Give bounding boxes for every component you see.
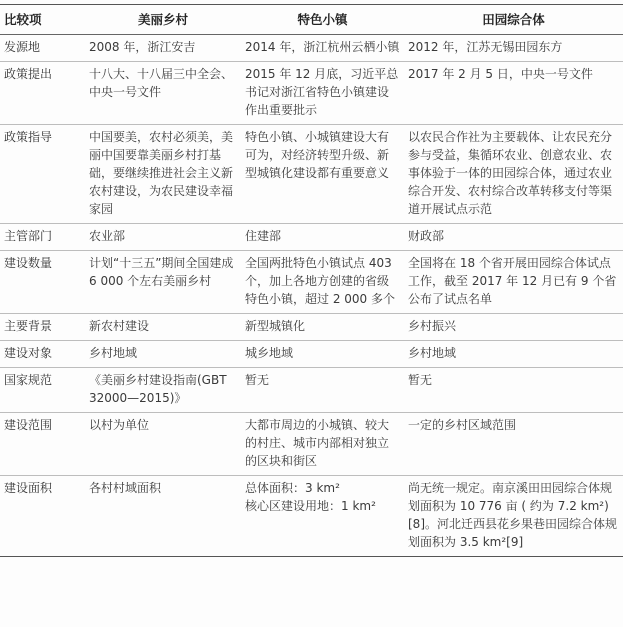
row-label: 主管部门	[0, 224, 85, 251]
cell-meili: 新农村建设	[85, 314, 241, 341]
row-label: 政策指导	[0, 125, 85, 224]
cell-tese: 全国两批特色小镇试点 403 个，加上各地方创建的省级特色小镇，超过 2 000 多个	[241, 251, 404, 314]
cell-meili: 中国要美，农村必须美，美丽中国要靠美丽乡村打基础，要继续推进社会主义新农村建设，为农民建设幸福家园	[85, 125, 241, 224]
cell-tianyuan: 全国将在 18 个省开展田园综合体试点工作，截至 2017 年 12 月已有 9 个省公布了试点名单	[404, 251, 623, 314]
table-row	[0, 341, 623, 368]
row-label: 政策提出	[0, 62, 85, 125]
table-row	[0, 251, 623, 314]
cell-meili: 《美丽乡村建设指南(GBT 32000—2015)》	[85, 368, 241, 413]
row-label: 建设范围	[0, 413, 85, 476]
table-row	[0, 413, 623, 476]
cell-tese: 住建部	[241, 224, 404, 251]
cell-meili: 各村村域面积	[85, 476, 241, 557]
cell-tese: 2014 年，浙江杭州云栖小镇	[241, 35, 404, 62]
cell-tese: 2015 年 12 月底，习近平总书记对浙江省特色小镇建设作出重要批示	[241, 62, 404, 125]
cell-tese-line: 总体面积：3 km²	[245, 481, 340, 495]
row-label: 主要背景	[0, 314, 85, 341]
cell-tianyuan: 暂无	[404, 368, 623, 413]
row-label: 发源地	[0, 35, 85, 62]
cell-tese	[241, 476, 404, 557]
table-row	[0, 62, 623, 125]
table-row	[0, 476, 623, 557]
header-item: 比较项	[0, 5, 85, 35]
cell-meili: 2008 年，浙江安吉	[85, 35, 241, 62]
cell-tese: 暂无	[241, 368, 404, 413]
header-tese: 特色小镇	[241, 5, 404, 35]
cell-meili: 乡村地域	[85, 341, 241, 368]
cell-meili: 计划“十三五”期间全国建成 6 000 个左右美丽乡村	[85, 251, 241, 314]
cell-meili: 以村为单位	[85, 413, 241, 476]
cell-tianyuan: 乡村振兴	[404, 314, 623, 341]
table-row	[0, 368, 623, 413]
cell-tianyuan: 2012 年，江苏无锡田园东方	[404, 35, 623, 62]
table-row	[0, 314, 623, 341]
row-label: 建设数量	[0, 251, 85, 314]
row-label: 国家规范	[0, 368, 85, 413]
table-row	[0, 224, 623, 251]
cell-meili: 十八大、十八届三中全会、中央一号文件	[85, 62, 241, 125]
cell-tianyuan: 以农民合作社为主要载体、让农民充分参与受益，集循环农业、创意农业、农事体验于一体的田园综合体，通过农业综合开发、农村综合改革转移支付等渠道开展试点示范	[404, 125, 623, 224]
cell-tianyuan: 乡村地域	[404, 341, 623, 368]
table-row	[0, 125, 623, 224]
cell-meili: 农业部	[85, 224, 241, 251]
cell-tianyuan: 财政部	[404, 224, 623, 251]
cell-tianyuan: 一定的乡村区域范围	[404, 413, 623, 476]
table-row	[0, 35, 623, 62]
row-label: 建设面积	[0, 476, 85, 557]
cell-tese-line: 核心区建设用地：1 km²	[245, 499, 376, 513]
cell-tese: 大都市周边的小城镇、较大的村庄、城市内部相对独立的区块和街区	[241, 413, 404, 476]
cell-tianyuan: 2017 年 2 月 5 日，中央一号文件	[404, 62, 623, 125]
cell-tese: 城乡地域	[241, 341, 404, 368]
table-header-row	[0, 5, 623, 35]
cell-tese: 新型城镇化	[241, 314, 404, 341]
cell-tese: 特色小镇、小城镇建设大有可为，对经济转型升级、新型城镇化建设都有重要意义	[241, 125, 404, 224]
header-tianyuan: 田园综合体	[404, 5, 623, 35]
comparison-table	[0, 4, 623, 557]
row-label: 建设对象	[0, 341, 85, 368]
cell-tianyuan: 尚无统一规定。南京溪田田园综合体规划面积为 10 776 亩 ( 约为 7.2 km²)[8]。河北迁西县花乡果巷田园综合体规划面积为 3.5 km²[9]	[404, 476, 623, 557]
header-meili: 美丽乡村	[85, 5, 241, 35]
